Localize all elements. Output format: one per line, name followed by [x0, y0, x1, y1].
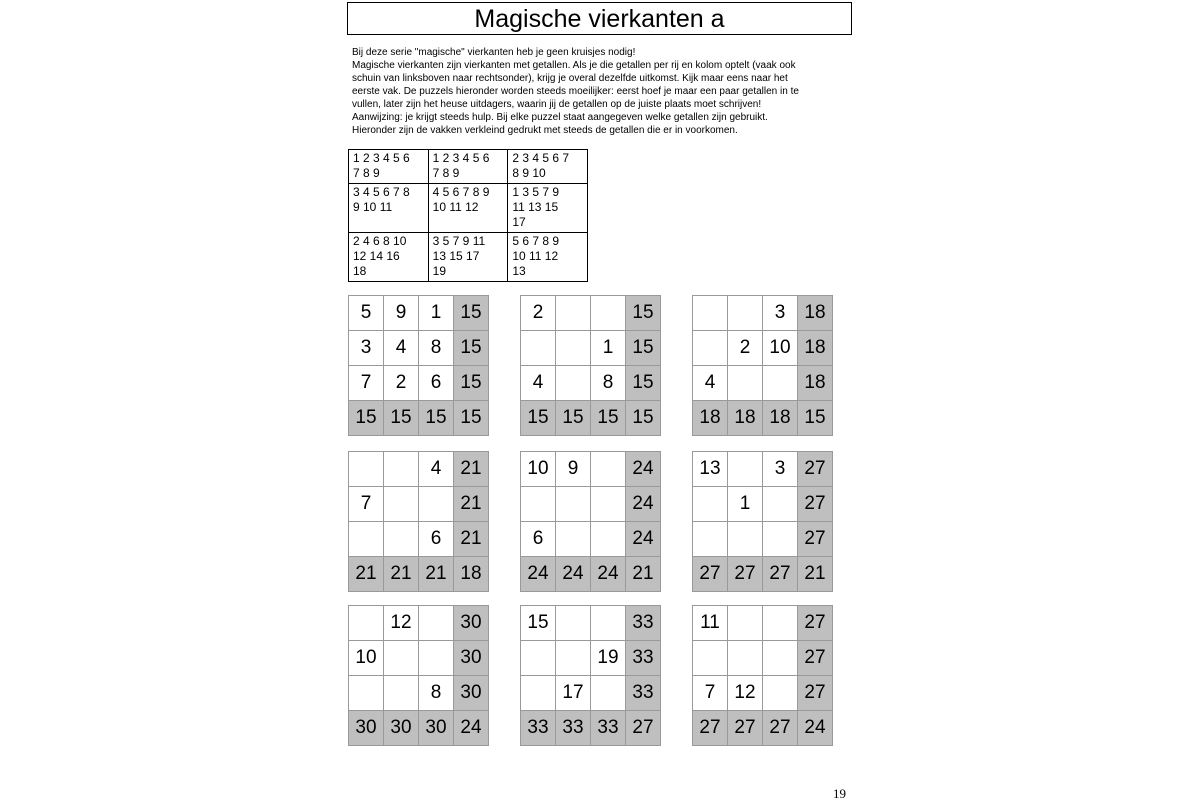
puzzle-cell[interactable] [591, 452, 626, 487]
sum-cell: 21 [454, 452, 489, 487]
puzzle-cell[interactable] [763, 487, 798, 522]
puzzle-cell[interactable]: 8 [419, 331, 454, 366]
puzzle-cell[interactable] [349, 522, 384, 557]
sum-cell: 15 [384, 401, 419, 436]
sum-cell: 21 [419, 557, 454, 592]
puzzle-cell[interactable]: 1 [728, 487, 763, 522]
sum-cell: 27 [728, 557, 763, 592]
sum-cell: 15 [454, 331, 489, 366]
puzzle-cell[interactable] [556, 606, 591, 641]
sum-cell: 24 [626, 487, 661, 522]
puzzle-cell[interactable] [591, 676, 626, 711]
puzzle-cell[interactable]: 10 [349, 641, 384, 676]
sum-cell: 21 [454, 487, 489, 522]
sum-cell: 33 [626, 676, 661, 711]
number-ranges-table [348, 149, 588, 282]
puzzle-cell[interactable]: 8 [591, 366, 626, 401]
puzzle-cell[interactable] [349, 676, 384, 711]
sum-cell: 33 [556, 711, 591, 746]
puzzle-cell[interactable]: 19 [591, 641, 626, 676]
puzzle-cell[interactable] [521, 641, 556, 676]
sum-cell: 21 [798, 557, 833, 592]
puzzle-cell[interactable]: 6 [419, 366, 454, 401]
sum-cell: 15 [626, 331, 661, 366]
sum-cell: 27 [626, 711, 661, 746]
puzzle-cell[interactable] [556, 366, 591, 401]
puzzle-cell[interactable]: 17 [556, 676, 591, 711]
puzzle-cell[interactable] [728, 296, 763, 331]
puzzle-cell[interactable] [763, 676, 798, 711]
puzzle-cell[interactable]: 9 [384, 296, 419, 331]
puzzle-cell[interactable]: 7 [693, 676, 728, 711]
puzzle-cell[interactable] [693, 641, 728, 676]
sum-cell: 15 [454, 366, 489, 401]
puzzle-cell[interactable] [521, 487, 556, 522]
sum-cell: 18 [728, 401, 763, 436]
sum-cell: 30 [384, 711, 419, 746]
puzzle-cell[interactable]: 2 [384, 366, 419, 401]
puzzle-cell[interactable]: 4 [384, 331, 419, 366]
sum-cell: 15 [626, 366, 661, 401]
sum-cell: 24 [626, 522, 661, 557]
sum-cell: 24 [591, 557, 626, 592]
page-title: Magische vierkanten a [347, 2, 852, 35]
range-cell: 3 4 5 6 7 8 9 10 11 [349, 183, 429, 232]
puzzle-cell[interactable] [693, 296, 728, 331]
sum-cell: 27 [728, 711, 763, 746]
sum-cell: 27 [798, 641, 833, 676]
sum-cell: 27 [763, 557, 798, 592]
puzzle-cell[interactable]: 12 [728, 676, 763, 711]
puzzle-cell[interactable]: 4 [521, 366, 556, 401]
sum-cell: 18 [798, 296, 833, 331]
puzzle-cell[interactable] [384, 522, 419, 557]
sum-cell: 24 [626, 452, 661, 487]
sum-cell: 21 [454, 522, 489, 557]
sum-cell: 30 [349, 711, 384, 746]
puzzle-cell[interactable]: 4 [419, 452, 454, 487]
puzzle-cell[interactable]: 3 [763, 296, 798, 331]
puzzle-cell[interactable] [728, 522, 763, 557]
puzzle-cell[interactable] [419, 641, 454, 676]
puzzle-cell[interactable]: 2 [521, 296, 556, 331]
magic-square-puzzle [348, 451, 489, 592]
puzzle-cell[interactable]: 1 [591, 331, 626, 366]
puzzle-cell[interactable] [591, 522, 626, 557]
puzzle-cell[interactable]: 1 [419, 296, 454, 331]
puzzle-cell[interactable] [693, 522, 728, 557]
puzzle-cell[interactable] [556, 487, 591, 522]
puzzle-cell[interactable] [556, 296, 591, 331]
magic-square-puzzle [520, 451, 661, 592]
range-cell: 1 2 3 4 5 6 7 8 9 [428, 150, 508, 184]
sum-cell: 21 [384, 557, 419, 592]
range-cell: 2 3 4 5 6 7 8 9 10 [508, 150, 588, 184]
puzzle-cell[interactable]: 3 [763, 452, 798, 487]
puzzle-cell[interactable] [349, 452, 384, 487]
intro-line: vullen, later zijn het heuse uitdagers, waarin jij de getallen op de juiste plaats moet schrijven! [352, 99, 762, 110]
puzzle-cell[interactable] [384, 676, 419, 711]
puzzle-cell[interactable] [728, 366, 763, 401]
sum-cell: 15 [521, 401, 556, 436]
intro-line: Bij deze serie "magische" vierkanten heb je geen kruisjes nodig! [352, 47, 636, 58]
sum-cell: 27 [798, 452, 833, 487]
sum-cell: 27 [798, 606, 833, 641]
range-cell: 2 4 6 8 10 12 14 16 18 [349, 232, 429, 281]
sum-cell: 18 [798, 366, 833, 401]
puzzle-cell[interactable] [384, 641, 419, 676]
page-number: 19 [833, 786, 846, 801]
puzzle-cell[interactable] [556, 522, 591, 557]
sum-cell: 24 [556, 557, 591, 592]
magic-square-puzzle [348, 295, 489, 436]
sum-cell: 24 [454, 711, 489, 746]
sum-cell: 18 [693, 401, 728, 436]
table-row [349, 232, 588, 281]
sum-cell: 15 [454, 401, 489, 436]
puzzle-cell[interactable] [763, 522, 798, 557]
sum-cell: 15 [419, 401, 454, 436]
sum-cell: 30 [454, 676, 489, 711]
intro-line: Magische vierkanten zijn vierkanten met getallen. Als je die getallen per rij en kolom optelt (vaak ook [352, 60, 796, 71]
puzzle-cell[interactable] [556, 331, 591, 366]
magic-square-puzzle [692, 605, 833, 746]
puzzle-cell[interactable] [763, 366, 798, 401]
sum-cell: 18 [454, 557, 489, 592]
puzzle-cell[interactable] [384, 487, 419, 522]
sum-cell: 27 [798, 522, 833, 557]
magic-square-puzzle [520, 605, 661, 746]
puzzle-cell[interactable] [693, 331, 728, 366]
range-cell: 4 5 6 7 8 9 10 11 12 [428, 183, 508, 232]
puzzle-cell[interactable]: 10 [521, 452, 556, 487]
puzzle-cell[interactable] [591, 296, 626, 331]
sum-cell: 24 [798, 711, 833, 746]
intro-line: eerste vak. De puzzels hieronder worden steeds moeilijker: eerst hoef je maar een paar getallen in te [352, 86, 799, 97]
puzzle-cell[interactable]: 3 [349, 331, 384, 366]
range-cell: 5 6 7 8 9 10 11 12 13 [508, 232, 588, 281]
puzzle-cell[interactable] [728, 606, 763, 641]
puzzle-cell[interactable]: 7 [349, 487, 384, 522]
sum-cell: 33 [626, 641, 661, 676]
puzzle-cell[interactable]: 2 [728, 331, 763, 366]
magic-square-puzzle [520, 295, 661, 436]
puzzle-cell[interactable] [763, 641, 798, 676]
range-cell: 3 5 7 9 11 13 15 17 19 [428, 232, 508, 281]
sum-cell: 27 [798, 676, 833, 711]
table-row [349, 183, 588, 232]
puzzle-cell[interactable] [556, 641, 591, 676]
puzzle-cell[interactable]: 12 [384, 606, 419, 641]
sum-cell: 15 [626, 296, 661, 331]
intro-line: Aanwijzing: je krijgt steeds hulp. Bij elke puzzel staat aangegeven welke getallen zijn gebruikt. [352, 112, 768, 123]
sum-cell: 15 [556, 401, 591, 436]
sum-cell: 15 [349, 401, 384, 436]
puzzle-cell[interactable]: 10 [763, 331, 798, 366]
puzzle-cell[interactable] [349, 606, 384, 641]
table-row [349, 150, 588, 184]
sum-cell: 15 [626, 401, 661, 436]
sum-cell: 33 [521, 711, 556, 746]
puzzle-cell[interactable]: 6 [521, 522, 556, 557]
puzzle-cell[interactable]: 9 [556, 452, 591, 487]
puzzle-cell[interactable] [384, 452, 419, 487]
sum-cell: 15 [454, 296, 489, 331]
puzzle-cell[interactable]: 15 [521, 606, 556, 641]
puzzle-cell[interactable]: 11 [693, 606, 728, 641]
puzzle-cell[interactable] [728, 452, 763, 487]
puzzle-cell[interactable]: 7 [349, 366, 384, 401]
range-cell: 1 2 3 4 5 6 7 8 9 [349, 150, 429, 184]
puzzle-cell[interactable] [763, 606, 798, 641]
magic-square-puzzle [692, 295, 833, 436]
puzzle-cell[interactable]: 6 [419, 522, 454, 557]
puzzle-cell[interactable] [693, 487, 728, 522]
range-cell: 1 3 5 7 9 11 13 15 17 [508, 183, 588, 232]
sum-cell: 30 [454, 641, 489, 676]
puzzle-cell[interactable]: 5 [349, 296, 384, 331]
puzzle-cell[interactable] [591, 606, 626, 641]
intro-line: schuin van linksboven naar rechtsonder), krijg je overal dezelfde uitkomst. Kijk maar eens naar het [352, 73, 788, 84]
sum-cell: 24 [521, 557, 556, 592]
puzzle-cell[interactable]: 8 [419, 676, 454, 711]
sum-cell: 15 [591, 401, 626, 436]
puzzle-cell[interactable] [521, 331, 556, 366]
puzzle-cell[interactable] [591, 487, 626, 522]
sum-cell: 30 [419, 711, 454, 746]
sum-cell: 27 [763, 711, 798, 746]
sum-cell: 33 [591, 711, 626, 746]
magic-square-puzzle [692, 451, 833, 592]
intro-text [352, 46, 852, 137]
sum-cell: 27 [693, 557, 728, 592]
puzzle-cell[interactable] [728, 641, 763, 676]
sum-cell: 33 [626, 606, 661, 641]
magic-square-puzzle [348, 605, 489, 746]
puzzle-cell[interactable] [419, 487, 454, 522]
puzzle-cell[interactable]: 4 [693, 366, 728, 401]
sum-cell: 30 [454, 606, 489, 641]
sum-cell: 27 [693, 711, 728, 746]
sum-cell: 21 [626, 557, 661, 592]
puzzle-cell[interactable] [419, 606, 454, 641]
sum-cell: 15 [798, 401, 833, 436]
puzzle-cell[interactable]: 13 [693, 452, 728, 487]
sum-cell: 21 [349, 557, 384, 592]
sum-cell: 27 [798, 487, 833, 522]
sum-cell: 18 [763, 401, 798, 436]
sum-cell: 18 [798, 331, 833, 366]
puzzle-cell[interactable] [521, 676, 556, 711]
intro-line: Hieronder zijn de vakken verkleind gedrukt met steeds de getallen die er in voorkomen. [352, 125, 738, 136]
